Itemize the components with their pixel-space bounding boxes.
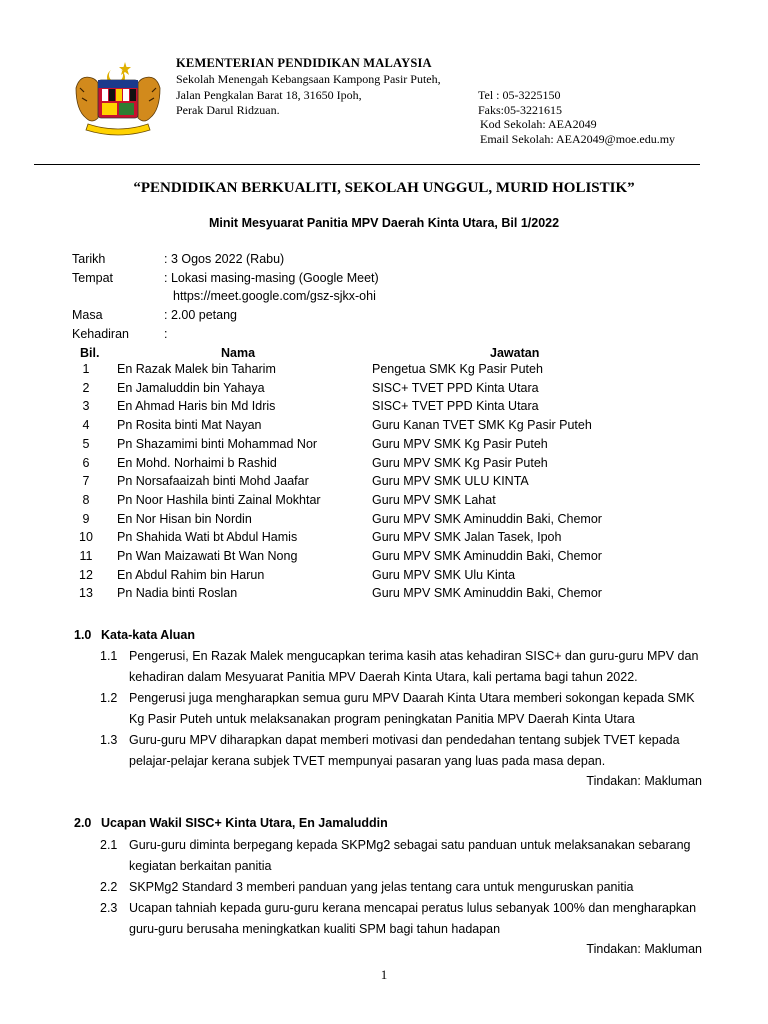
row-jawatan: Guru MPV SMK Kg Pasir Puteh xyxy=(372,455,548,470)
tempat-value: : Lokasi masing-masing (Google Meet) xyxy=(164,271,379,285)
table-row xyxy=(0,456,768,475)
row-bil: 5 xyxy=(82,436,90,451)
section-2-number: 2.0 xyxy=(74,816,92,830)
row-jawatan: Guru MPV SMK Jalan Tasek, Ipoh xyxy=(372,530,562,545)
google-meet-link[interactable]: https://meet.google.com/gsz-sjkx-ohi xyxy=(173,289,376,303)
item-text: Ucapan tahniah kepada guru-guru kerana mencapai peratus lulus sebanyak 100% dan mengharapkan guru-guru berusaha meningkatkan kualiti SPM bagi tahun hadapan xyxy=(129,901,697,936)
malaysia-coat-of-arms-icon xyxy=(68,58,168,138)
item-number: 1.1 xyxy=(100,649,118,663)
row-nama: En Jamaluddin bin Yahaya xyxy=(117,380,265,395)
table-row xyxy=(0,530,768,549)
table-row xyxy=(0,512,768,531)
row-nama: Pn Norsafaaizah binti Mohd Jaafar xyxy=(117,474,309,489)
item-number: 1.3 xyxy=(100,733,118,747)
tarikh-value: : 3 Ogos 2022 (Rabu) xyxy=(164,252,285,266)
table-row xyxy=(0,549,768,568)
row-jawatan: SISC+ TVET PPD Kinta Utara xyxy=(372,380,539,395)
row-jawatan: Pengetua SMK Kg Pasir Puteh xyxy=(372,362,543,376)
section-1-title: Kata-kata Aluan xyxy=(101,628,196,642)
row-jawatan: Guru MPV SMK Aminuddin Baki, Chemor xyxy=(372,511,602,526)
row-bil: 13 xyxy=(79,586,93,601)
row-bil: 3 xyxy=(82,399,90,414)
item-text: Guru-guru diminta berpegang kepada SKPMg2 sebagai satu panduan untuk melaksanakan sebarang kegiatan berkaitan panitia xyxy=(129,838,691,873)
section-1-tindakan: Tindakan: Makluman xyxy=(586,774,702,788)
row-nama: Pn Noor Hashila binti Zainal Mokhtar xyxy=(117,492,321,507)
row-bil: 1 xyxy=(82,362,90,376)
row-nama: Pn Shahida Wati bt Abdul Hamis xyxy=(117,530,298,545)
row-nama: Pn Shazamimi binti Mohammad Nor xyxy=(117,436,318,451)
table-row xyxy=(0,586,768,605)
item-text: Pengerusi juga mengharapkan semua guru MPV Daarah Kinta Utara memberi sokongan kepada SMK Kg Pasir Puteh untuk melaksanakan program peningkatan Panitia MPV Daerah Kinta Utara xyxy=(129,691,695,726)
row-nama: Pn Wan Maizawati Bt Wan Nong xyxy=(117,549,298,563)
item-text: Guru-guru MPV diharapkan dapat memberi motivasi dan pendedahan tentang subjek TVET kepada pelajar-pelajar kerana subjek TVET mempunyai pasaran yang luas pada masa depan. xyxy=(129,733,680,768)
tempat-label: Tempat xyxy=(72,271,113,285)
row-nama: En Razak Malek bin Taharim xyxy=(117,362,276,376)
row-nama: En Mohd. Norhaimi b Rashid xyxy=(117,455,277,470)
row-bil: 10 xyxy=(79,530,93,545)
school-email: Email Sekolah: AEA2049@moe.edu.my xyxy=(480,132,676,146)
school-address-line-1: Sekolah Menengah Kebangsaan Kampong Pasir Puteh, xyxy=(176,72,441,86)
table-row xyxy=(0,381,768,400)
row-jawatan: SISC+ TVET PPD Kinta Utara xyxy=(372,399,539,414)
row-nama: En Abdul Rahim bin Harun xyxy=(117,567,265,582)
row-jawatan: Guru MPV SMK Ulu Kinta xyxy=(372,567,516,582)
school-fax: Faks:05-3221615 xyxy=(478,103,562,117)
item-text: SKPMg2 Standard 3 memberi panduan yang jelas tentang cara untuk menguruskan panitia xyxy=(129,880,634,894)
row-jawatan: Guru MPV SMK Aminuddin Baki, Chemor xyxy=(372,586,602,601)
row-jawatan: Guru Kanan TVET SMK Kg Pasir Puteh xyxy=(372,418,592,433)
row-bil: 11 xyxy=(79,549,93,563)
column-header-jawatan: Jawatan xyxy=(490,346,540,360)
table-row xyxy=(0,399,768,418)
school-tel: Tel : 05-3225150 xyxy=(478,88,561,102)
section-1-number: 1.0 xyxy=(74,628,92,642)
minutes-title: Minit Mesyuarat Panitia MPV Daerah Kinta Utara, Bil 1/2022 xyxy=(208,216,560,230)
section-2-title: Ucapan Wakil SISC+ Kinta Utara, En Jamaluddin xyxy=(101,816,388,830)
item-number: 2.3 xyxy=(100,901,118,915)
row-jawatan: Guru MPV SMK Aminuddin Baki, Chemor xyxy=(372,549,602,563)
header-divider xyxy=(34,164,700,165)
table-row xyxy=(0,493,768,512)
masa-value: : 2.00 petang xyxy=(164,308,237,322)
school-address-line-2: Jalan Pengkalan Barat 18, 31650 Ipoh, xyxy=(176,88,362,102)
row-nama: En Nor Hisan bin Nordin xyxy=(117,511,252,526)
row-nama: Pn Rosita binti Mat Nayan xyxy=(117,418,262,433)
row-bil: 9 xyxy=(82,511,90,526)
row-bil: 2 xyxy=(82,380,90,395)
school-address-line-3: Perak Darul Ridzuan. xyxy=(176,103,280,117)
row-nama: En Ahmad Haris bin Md Idris xyxy=(117,399,276,414)
row-nama: Pn Nadia binti Roslan xyxy=(117,586,238,601)
item-number: 2.2 xyxy=(100,880,118,894)
item-number: 1.2 xyxy=(100,691,118,705)
table-row xyxy=(0,474,768,493)
row-bil: 7 xyxy=(82,474,90,489)
item-number: 2.1 xyxy=(100,838,118,852)
school-code: Kod Sekolah: AEA2049 xyxy=(480,117,597,131)
row-bil: 6 xyxy=(82,455,90,470)
row-jawatan: Guru MPV SMK Kg Pasir Puteh xyxy=(372,436,548,451)
page-number: 1 xyxy=(380,967,388,982)
ministry-name: KEMENTERIAN PENDIDIKAN MALAYSIA xyxy=(176,56,432,70)
table-row xyxy=(0,418,768,437)
row-bil: 8 xyxy=(82,492,90,507)
table-row xyxy=(0,568,768,587)
row-jawatan: Guru MPV SMK ULU KINTA xyxy=(372,474,529,489)
table-row xyxy=(0,362,768,381)
kehadiran-label: Kehadiran xyxy=(72,327,129,341)
tarikh-label: Tarikh xyxy=(72,252,106,266)
row-bil: 12 xyxy=(79,567,93,582)
masa-label: Masa xyxy=(72,308,103,322)
section-2-tindakan: Tindakan: Makluman xyxy=(586,942,702,956)
row-bil: 4 xyxy=(82,418,90,433)
item-text: Pengerusi, En Razak Malek mengucapkan terima kasih atas kehadiran SISC+ dan guru-guru MPV dan kehadiran dalam Mesyuarat Panitia MPV Daerah Kinta Utara, kali pertama bagi tahun 2022. xyxy=(129,649,699,684)
kehadiran-value: : xyxy=(164,327,168,341)
column-header-bil: Bil. xyxy=(80,346,100,360)
table-row xyxy=(0,437,768,456)
column-header-nama: Nama xyxy=(221,346,256,360)
school-motto: “PENDIDIKAN BERKUALITI, SEKOLAH UNGGUL, MURID HOLISTIK” xyxy=(133,180,635,196)
row-jawatan: Guru MPV SMK Lahat xyxy=(372,492,496,507)
